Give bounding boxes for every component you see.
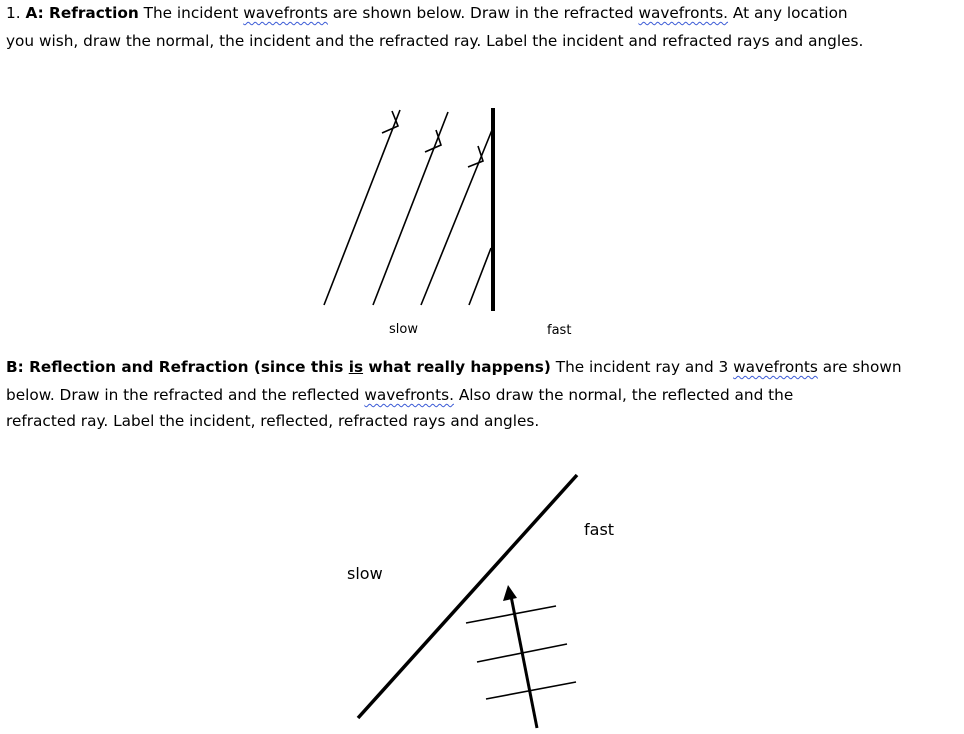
cross-mark-2	[425, 130, 441, 152]
slow-label-b: slow	[347, 564, 383, 583]
wavefront-1	[466, 606, 556, 623]
wavefront-2	[373, 112, 448, 305]
reflection-diagram-b	[358, 475, 577, 728]
fast-label-a: fast	[547, 323, 572, 338]
refraction-diagram-a	[324, 108, 493, 311]
part-b-instructions-line3: refracted ray. Label the incident, reflected, refracted rays and angles.	[6, 412, 540, 430]
slow-label-a: slow	[389, 322, 418, 337]
part-b-instructions-line1: B: Reflection and Refraction (since this is what really happens) The incident ray and 3 wavefronts are shown	[6, 358, 902, 376]
arrow-head-icon	[503, 585, 517, 601]
fast-label-b: fast	[584, 520, 615, 539]
incident-ray	[511, 596, 537, 728]
part-a-instructions-line2: you wish, draw the normal, the incident and the refracted ray. Label the incident and refracted rays and angles.	[6, 32, 864, 50]
part-b-instructions-line2: below. Draw in the refracted and the reflected wavefronts. Also draw the normal, the reflected and the	[6, 386, 794, 404]
wavefront-1	[324, 110, 400, 305]
cross-mark-1	[382, 111, 398, 133]
wavefront-4	[469, 248, 491, 305]
part-a-instructions-line1: 1. A: Refraction The incident wavefronts are shown below. Draw in the refracted wavefronts. At any location	[6, 4, 848, 22]
cross-mark-3	[468, 146, 483, 167]
part-a-heading: A: Refraction	[25, 4, 139, 22]
boundary-line	[358, 475, 577, 718]
